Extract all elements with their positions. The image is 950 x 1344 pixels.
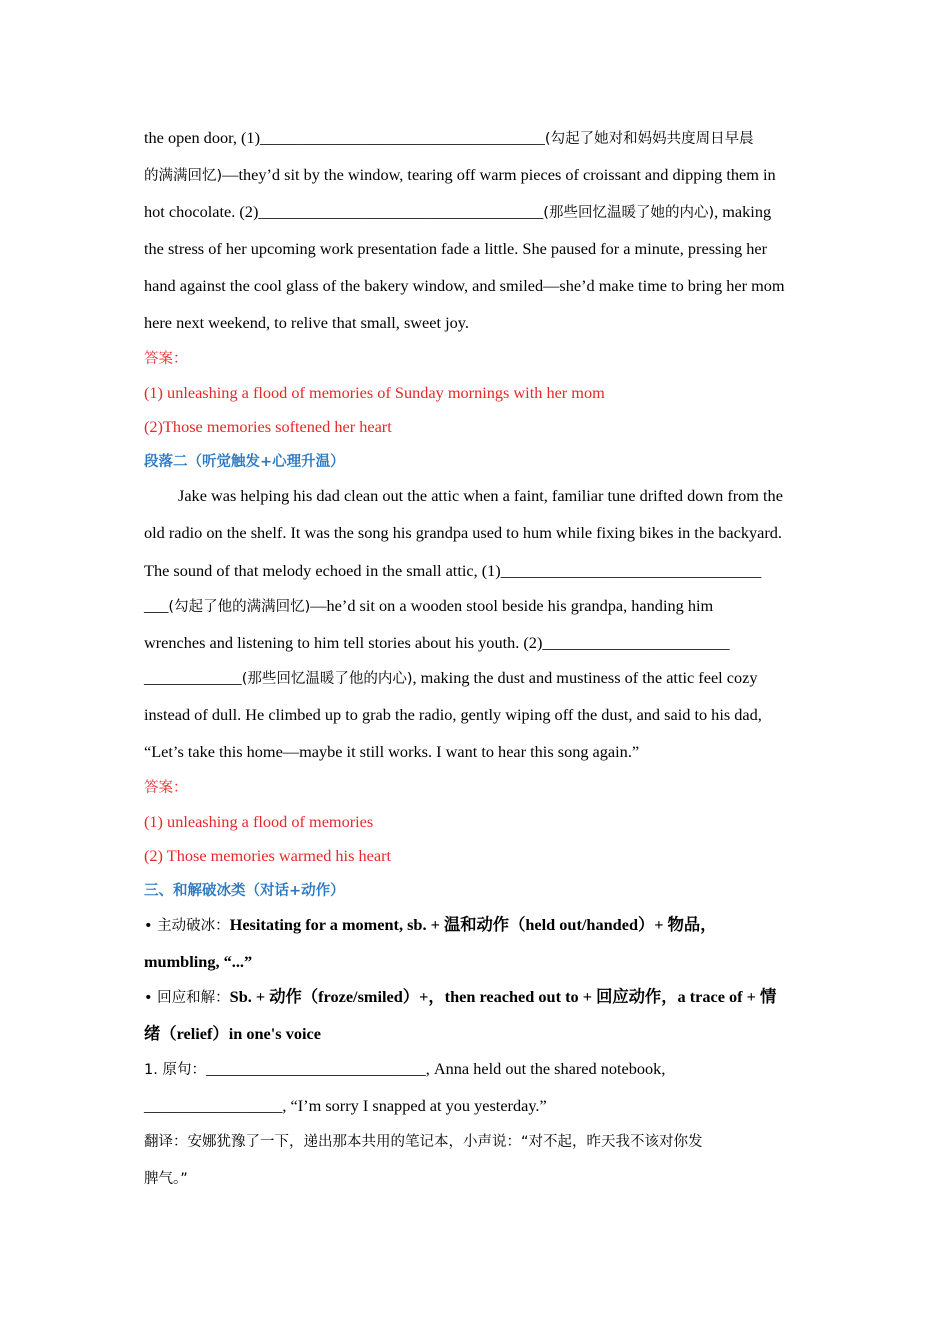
answer-item: (1) unleashing a flood of memories of Sunday mornings with her mom xyxy=(144,383,605,402)
passage2-line: Jake was helping his dad clean out the attic when a faint, familiar tune drifted down from the xyxy=(178,486,783,505)
passage2-line: wrenches and listening to him tell stories about his youth. (2)_______________________ xyxy=(144,633,730,652)
answer-item: (2)Those memories softened her heart xyxy=(144,417,392,436)
answer-label: 答案： xyxy=(144,780,188,796)
answer-label: 答案： xyxy=(144,351,188,367)
passage1-line: hand against the cool glass of the bakery window, and smiled—she’d make time to bring her mom xyxy=(144,276,785,295)
passage2-line: old radio on the shelf. It was the song his grandpa used to hum while fixing bikes in the backyard. xyxy=(144,523,783,542)
section-heading: 段落二（听觉触发+心理升温） xyxy=(144,454,345,470)
passage1-line: hot chocolate. (2)___________________________________(那些回忆温暖了她的内心), making xyxy=(144,202,772,221)
section-heading: 三、和解破冰类（对话+动作） xyxy=(144,883,345,899)
translation-line: 翻译：安娜犹豫了一下，递出那本共用的笔记本，小声说：“对不起，昨天我不该对你发 xyxy=(144,1134,703,1150)
passage2-line: instead of dull. He climbed up to grab the radio, gently wiping off the dust, and said to his dad, xyxy=(144,705,762,724)
passage1-line: the open door, (1)___________________________________(勾起了她对和妈妈共度周日早晨 xyxy=(144,128,754,147)
passage1-line: 的满满回忆)—they’d sit by the window, tearing off warm pieces of croissant and dipping them in xyxy=(144,165,776,184)
passage2-line: The sound of that melody echoed in the small attic, (1)________________________________ xyxy=(144,561,762,580)
translation-line: 脾气。” xyxy=(144,1171,188,1187)
passage1-line: the stress of her upcoming work presentation fade a little. She paused for a minute, pressing her xyxy=(144,239,768,258)
fill-blank[interactable]: _________________ xyxy=(144,1096,283,1115)
pattern-line: • 回应和解：Sb. + 动作（froze/smiled）+，then reached out to + 回应动作，a trace of + 情 xyxy=(144,987,777,1006)
exercise-line: 1. 原句：___________________________, Anna held out the shared notebook, xyxy=(144,1059,666,1078)
passage2-line: ___(勾起了他的满满回忆)—he’d sit on a wooden stool beside his grandpa, handing him xyxy=(144,596,714,615)
passage1-line: here next weekend, to relive that small, sweet joy. xyxy=(144,313,469,332)
passage2-line: ____________(那些回忆温暖了他的内心), making the dust and mustiness of the attic feel cozy xyxy=(144,668,758,687)
answer-item: (2) Those memories warmed his heart xyxy=(144,846,392,865)
passage2-line: “Let’s take this home—maybe it still works. I want to hear this song again.” xyxy=(144,742,640,761)
pattern-line: • 主动破冰：Hesitating for a moment, sb. + 温和动作（held out/handed）+ 物品， xyxy=(144,915,717,934)
pattern-line: mumbling, “...” xyxy=(144,952,253,971)
exercise-line: _________________, “I’m sorry I snapped at you yesterday.” xyxy=(144,1096,547,1115)
answer-item: (1) unleashing a flood of memories xyxy=(144,812,374,831)
pattern-line: 绪（relief）in one's voice xyxy=(144,1024,321,1043)
fill-blank[interactable]: ___________________________ xyxy=(205,1059,426,1078)
